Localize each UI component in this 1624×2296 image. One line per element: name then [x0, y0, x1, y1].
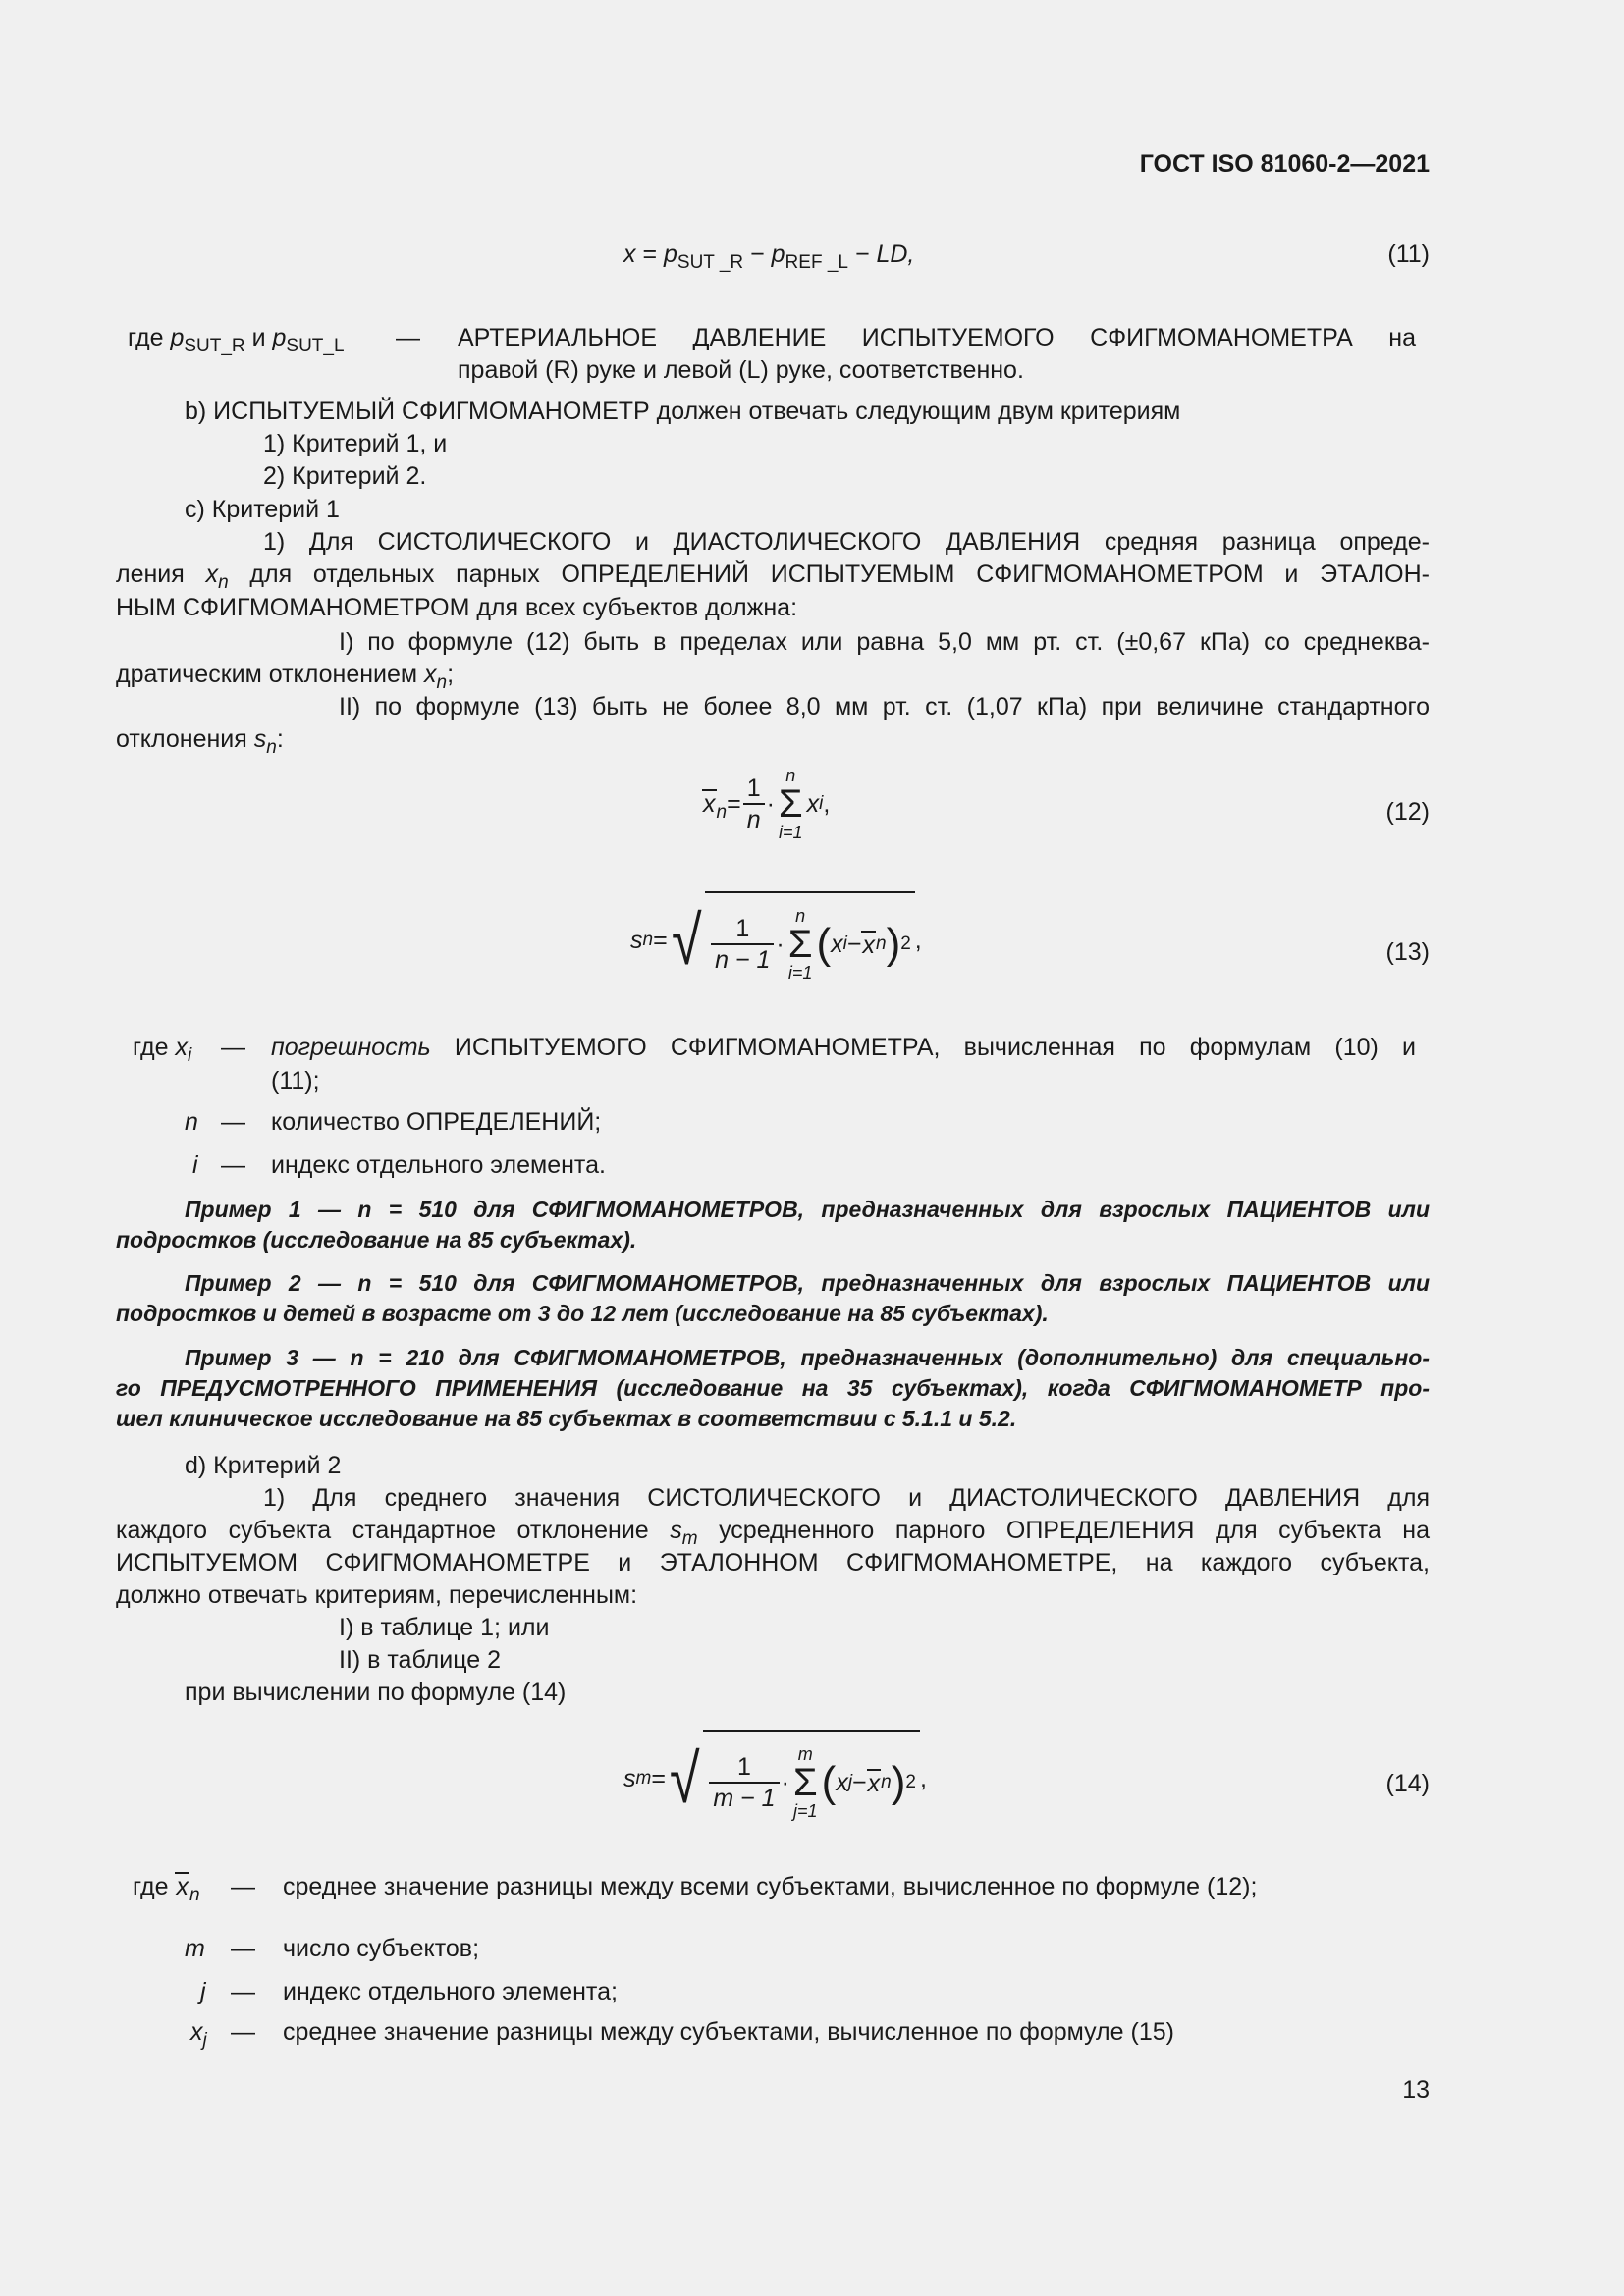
definition-n-text: количество ОПРЕДЕЛЕНИЙ;	[271, 1108, 602, 1136]
definition-n-dash: —	[221, 1108, 245, 1136]
equation-12-number: (12)	[1385, 798, 1430, 826]
item-d-line1: 1) Для среднего значения СИСТОЛИЧЕСКОГО и ДИАСТОЛИЧЕСКОГО ДАВЛЕНИЯ для	[263, 1484, 1430, 1512]
item-d-line2: каждого субъекта стандартное отклонение $s_m$ усредненного парного ОПРЕДЕЛЕНИЯ для субъекта на	[116, 1517, 1430, 1549]
definition-j-symbol: j	[200, 1978, 206, 2005]
example-1-line2: подростков (исследование на 85 субъектах).	[116, 1227, 637, 1253]
definition-xj-dash: —	[231, 2018, 255, 2046]
definition-n-symbol: n	[185, 1108, 198, 1136]
equation-13: s n = √ $\frac{1}{n - 1}$ · n Σ i=1 ( x i − x n ) 2 ,	[630, 891, 922, 989]
example-1-line1: Пример 1 — n = 510 для СФИГМОМАНОМЕТРОВ, предназначенных для взрослых ПАЦИЕНТОВ или	[185, 1197, 1430, 1222]
item-b-criterion-1: 1) Критерий 1, и	[263, 430, 448, 457]
definition-i-text: индекс отдельного элемента.	[271, 1151, 606, 1179]
equation-11-number: (11)	[1387, 240, 1430, 268]
item-c-p1-line2: ления $x_n$ для отдельных парных ОПРЕДЕЛЕНИЙ ИСПЫТУЕМЫМ СФИГМОМАНОМЕТРОМ и ЭТАЛОН-	[116, 561, 1430, 593]
definition-xi-line2: (11);	[271, 1067, 320, 1095]
item-b-criterion-2: 2) Критерий 2.	[263, 462, 427, 490]
example-3-line3: шел клиническое исследование на 85 субъектах в соответствии с 5.1.1 и 5.2.	[116, 1406, 1017, 1431]
definition-xj-text: среднее значение разницы между субъектами, вычисленное по формуле (15)	[283, 2018, 1174, 2046]
item-d-calc: при вычислении по формуле (14)	[185, 1679, 567, 1706]
item-d-line3: ИСПЫТУЕМОМ СФИГМОМАНОМЕТРЕ и ЭТАЛОННОМ СФИГМОМАНОМЕТРЕ, на каждого субъекта,	[116, 1549, 1430, 1576]
item-b: b) ИСПЫТУЕМЫЙ СФИГМОМАНОМЕТР должен отвечать следующим двум критериям	[185, 398, 1181, 425]
definition-dash: —	[396, 324, 420, 351]
definition-xi-symbol: где $x_i$	[133, 1034, 192, 1066]
definition-m-dash: —	[231, 1935, 255, 1962]
definition-psut-line2: правой (R) руке и левой (L) руке, соответственно.	[458, 356, 1024, 384]
item-d-table2: II) в таблице 2	[339, 1646, 502, 1674]
definition-j-dash: —	[231, 1978, 255, 2005]
equation-13-number: (13)	[1385, 938, 1430, 966]
definition-i-symbol: i	[192, 1151, 198, 1179]
equation-14: s m = √ $\frac{1}{m - 1}$ · m Σ j=1 ( x j − x n ) 2 ,	[623, 1730, 927, 1828]
item-d-table1: I) в таблице 1; или	[339, 1614, 550, 1641]
page-number: 13	[1402, 2076, 1430, 2104]
equation-14-number: (14)	[1385, 1770, 1430, 1797]
item-c-p1-line3: НЫМ СФИГМОМАНОМЕТРОМ для всех субъектов должна:	[116, 594, 798, 621]
item-c-p1-line1: 1) Для СИСТОЛИЧЕСКОГО и ДИАСТОЛИЧЕСКОГО ДАВЛЕНИЯ средняя разница опреде-	[263, 528, 1430, 556]
definition-xj-symbol: $x_j$	[190, 2018, 207, 2051]
item-c-i-line2: дратическим отклонением $x_n$;	[116, 661, 455, 693]
definition-i-dash: —	[221, 1151, 245, 1179]
definition-psut-line1: АРТЕРИАЛЬНОЕ ДАВЛЕНИЕ ИСПЫТУЕМОГО СФИГМОМАНОМЕТРА на	[458, 324, 1416, 351]
definition-xi-dash: —	[221, 1034, 245, 1061]
example-3-line2: го ПРЕДУСМОТРЕННОГО ПРИМЕНЕНИЯ (исследование на 35 субъектах), когда СФИГМОМАНОМЕТР про-	[116, 1375, 1430, 1401]
equation-11: $x = p_{SUT \_R} - p_{REF \_L}$ − LD,	[623, 240, 915, 273]
item-d-title: d) Критерий 2	[185, 1452, 342, 1479]
document-id: ГОСТ ISO 81060-2—2021	[1139, 150, 1430, 178]
example-2-line1: Пример 2 — n = 510 для СФИГМОМАНОМЕТРОВ, предназначенных для взрослых ПАЦИЕНТОВ или	[185, 1270, 1430, 1296]
item-c-ii-line1: II) по формуле (13) быть не более 8,0 мм рт. ст. (1,07 кПа) при величине стандартного	[339, 693, 1430, 721]
definition-xn-dash: —	[231, 1873, 255, 1900]
example-3-line1: Пример 3 — n = 210 для СФИГМОМАНОМЕТРОВ, предназначенных (дополнительно) для специально-	[185, 1345, 1430, 1370]
item-c-i-line1: I) по формуле (12) быть в пределах или равна 5,0 мм рт. ст. (±0,67 кПа) со среднеква-	[339, 628, 1430, 656]
definition-xn-text: среднее значение разницы между всеми субъектами, вычисленное по формуле (12);	[283, 1873, 1258, 1900]
example-2-line2: подростков и детей в возрасте от 3 до 12 лет (исследование на 85 субъектах).	[116, 1301, 1049, 1326]
definition-xi-line1: погрешность ИСПЫТУЕМОГО СФИГМОМАНОМЕТРА, вычисленная по формулам (10) и	[271, 1034, 1416, 1061]
definition-j-text: индекс отдельного элемента;	[283, 1978, 618, 2005]
item-d-line4: должно отвечать критериям, перечисленным:	[116, 1581, 638, 1609]
definition-xn-symbol: где $x_n$	[133, 1873, 200, 1905]
equation-12: $x_n$ = $\frac{1}{n}$ · n Σ i=1 x i ,	[703, 766, 831, 842]
item-c-ii-line2: отклонения $s_n$:	[116, 725, 284, 758]
definition-m-text: число субъектов;	[283, 1935, 480, 1962]
item-c-title: c) Критерий 1	[185, 496, 340, 523]
definition-psut: где $p_{SUT\_R}$ и $p_{SUT\_L}$	[128, 324, 345, 356]
definition-m-symbol: m	[185, 1935, 205, 1962]
